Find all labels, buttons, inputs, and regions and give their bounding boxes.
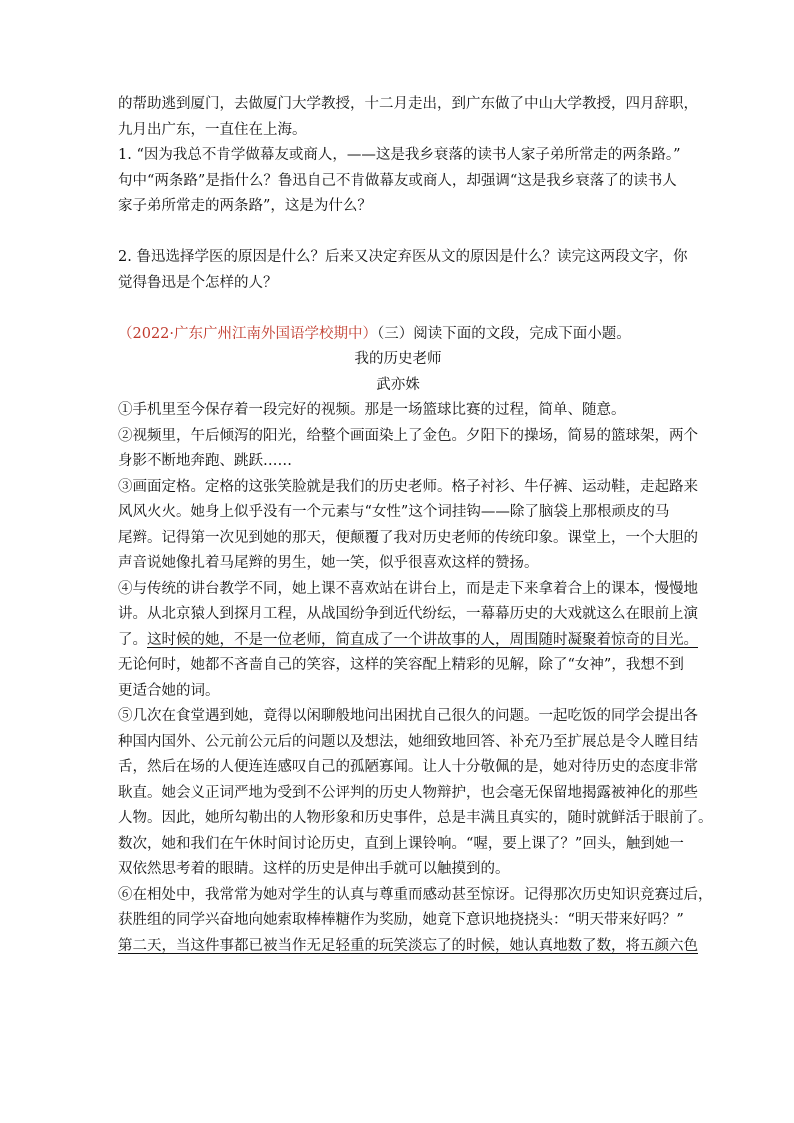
- text-line: 无论何时，她都不吝啬自己的笑容，这样的笑容配上精彩的见解，除了“女神”，我想不到: [118, 657, 684, 673]
- text-line: 1. “因为我总不肯学做幕友或商人，——这是我乡衰落的读书人家子弟所常走的两条路。”: [118, 147, 681, 163]
- text-line: 身影不断地奔跑、跳跃……: [118, 453, 292, 469]
- text-line: ⑥在相处中，我常常为她对学生的认真与尊重而感动甚至惊讶。记得那次历史知识竞赛过后，: [118, 886, 713, 903]
- answer-space: [118, 296, 678, 322]
- text-line: 的帮助逃到厦门，去做厦门大学教授，十二月走出，到广东做了中山大学教授，四月辞职，: [118, 96, 698, 112]
- text-line: 种国内国外、公元前公元后的问题以及想法，她细致地回答、补充乃至扩展总是令人瞠目结: [118, 733, 698, 750]
- text-line: ③画面定格。定格的这张笑脸就是我们的历史老师。格子衬衫、牛仔裤、运动鞋，走起路来: [118, 478, 698, 495]
- paragraph-6: [118, 883, 713, 960]
- text-line: ①手机里至今保存着一段完好的视频。那是一场篮球比赛的过程，简单、随意。: [118, 402, 626, 418]
- underlined-sentence: 第二天，当这件事都已被当作无足轻重的玩笑淡忘了的时候，她认真地数了数，将五颜六色: [118, 937, 698, 954]
- paragraph-5: [118, 704, 713, 883]
- text-line: [118, 628, 698, 654]
- intro-paragraph: [118, 92, 698, 143]
- text-line: 尾辫。记得第一次见到她的那天，便颠覆了我对历史老师的传统印象。课堂上，一个大胆的: [118, 529, 698, 546]
- text-line: 获胜组的同学兴奋地向她索取棒棒糖作为奖励，她竟下意识地挠挠头：“明天带来好吗？”: [118, 912, 684, 928]
- text-line: 双依然思考着的眼睛。这样的历史是伸出手就可以触摸到的。: [118, 861, 510, 877]
- question-2: [118, 245, 688, 296]
- text-line: 家子弟所常走的两条路”，这是为什么？: [118, 198, 372, 214]
- section-header: [118, 322, 678, 348]
- text-line: ④与传统的讲台教学不同，她上课不喜欢站在讲台上，而是走下来拿着合上的课本，慢慢地: [118, 580, 698, 597]
- text-line: ②视频里，午后倾泻的阳光，给整个画面染上了金色。夕阳下的操场，简易的篮球架，两个: [118, 427, 698, 444]
- article-author: 武亦姝: [376, 376, 420, 393]
- text-line: ⑤几次在食堂遇到她，竟得以闲聊般地问出困扰自己很久的问题。一起吃饭的同学会提出各: [118, 708, 698, 724]
- text-line: 更适合她的词。: [118, 682, 220, 699]
- paragraph-1: [118, 398, 678, 424]
- text-segment: 了。: [118, 631, 147, 648]
- source-label: （2022·广东广州江南外国语学校期中）: [118, 325, 378, 342]
- text-line: 九月出广东，一直住在上海。: [118, 121, 307, 138]
- text-line: 觉得鲁迅是个怎样的人？: [118, 274, 278, 291]
- text-line: 耿直。她会义正词严地为受到不公评判的历史人物辩护，也会毫无保留地揭露被神化的那些: [118, 784, 698, 801]
- text-line: 舌，然后在场的人便连连感叹自己的孤陋寡闻。让人十分敬佩的是，她对待历史的态度非常: [118, 759, 698, 775]
- answer-space: [118, 220, 678, 246]
- question-1: [118, 143, 681, 220]
- text-line: 2. 鲁迅选择学医的原因是什么？后来又决定弃医从文的原因是什么？读完这两段文字，你: [118, 249, 688, 265]
- paragraph-2: [118, 424, 698, 475]
- document-page: [118, 92, 713, 959]
- text-line: 人物。因此，她所勾勒出的人物形象和历史事件，总是丰满且真实的，随时就鲜活于眼前了。: [118, 810, 713, 826]
- text-line: 句中“两条路”是指什么？鲁迅自己不肯做幕友或商人，却强调“这是我乡衰落了的读书人: [118, 172, 677, 189]
- underlined-sentence: 这时候的她，不是一位老师，简直成了一个讲故事的人，周围随时凝聚着惊奇的目光。: [147, 631, 698, 648]
- text-line: 数次，她和我们在午休时间讨论历史，直到上课铃响。“喔，要上课了？”回头，触到她一: [118, 835, 684, 852]
- section-instruction: （三）阅读下面的文段，完成下面小题。: [377, 325, 631, 342]
- text-line: 风风火火。她身上似乎没有一个元素与“女性”这个词挂钩——除了脑袋上那根顽皮的马: [118, 504, 670, 520]
- paragraph-3: [118, 475, 698, 577]
- article-title: 我的历史老师: [354, 351, 442, 367]
- paragraph-4: [118, 577, 698, 705]
- text-line: 讲。从北京猿人到探月工程，从战国纷争到近代纷纭，一幕幕历史的大戏就这么在眼前上演: [118, 606, 698, 622]
- text-line: 声音说她像扎着马尾辫的男生，她一笑，似乎很喜欢这样的赞扬。: [118, 555, 539, 571]
